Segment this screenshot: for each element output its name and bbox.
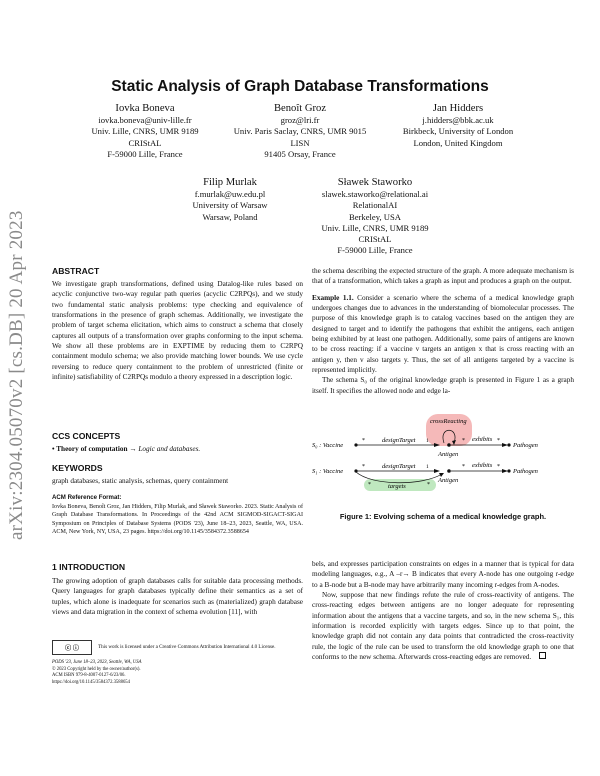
antigen-node — [447, 469, 451, 473]
figure-schema — [312, 412, 574, 522]
edge-multiplicity: * — [462, 464, 465, 470]
author-name: Benoît Groz — [273, 103, 327, 114]
qed-square-icon — [539, 652, 546, 659]
edge-multiplicity: * — [497, 438, 500, 444]
author-block — [70, 102, 220, 160]
author-line: Warsaw, Poland — [202, 211, 258, 222]
arrow-head — [502, 469, 508, 473]
targets-label: targets — [388, 483, 406, 490]
cc-license-badge — [52, 640, 92, 655]
author-name: Sławek Staworko — [337, 177, 413, 188]
author-line: University of Warsaw — [192, 200, 268, 211]
ccs-arrow: → — [129, 445, 137, 453]
author-line: CRIStAL — [358, 234, 392, 245]
author-name: Iovka Boneva — [115, 103, 175, 114]
author-line: groz@lri.fr — [280, 115, 320, 125]
author-line: Berkeley, USA — [349, 211, 401, 222]
author-block — [383, 102, 533, 149]
author-line: London, United Kingdom — [413, 137, 503, 148]
edge-multiplicity: * — [462, 438, 465, 444]
edge-label: designTarget — [382, 463, 416, 470]
pathogen-node — [507, 469, 510, 472]
edge-dot — [354, 443, 357, 446]
edge-multiplicity: * — [362, 438, 365, 444]
edge-multiplicity: * — [497, 464, 500, 470]
intro-text: The growing adoption of graph databases calls for suitable data processing methods. Query languages for graph databases typically define their semantics as a set of tuples, which alone is inadequate for scenarios such as (materialized) graph database views and data migration in the context of schema evolution [11], with — [52, 577, 303, 617]
antigen-node — [447, 443, 451, 447]
author-line: Birkbeck, University of London — [402, 126, 514, 137]
author-block — [220, 102, 380, 160]
schema-diagram — [312, 412, 574, 504]
pathogen-label: Pathogen — [513, 442, 538, 449]
author-line: slawek.staworko@relational.ai — [321, 189, 429, 199]
ccs-section — [52, 431, 303, 454]
license-line: https://doi.org/10.1145/3584372.3588654 — [52, 679, 130, 685]
keywords-section — [52, 463, 303, 486]
author-line: F-59000 Lille, France — [337, 245, 413, 256]
antigen-label: Antigen — [438, 451, 459, 458]
pathogen-node — [507, 443, 510, 446]
right-column-bottom — [312, 559, 574, 662]
author-line: CRIStAL — [128, 137, 162, 148]
ccs-subconcept: Logic and databases. — [138, 445, 201, 453]
cross-reacting-label: crossReacting — [430, 418, 467, 425]
author-line: F-59000 Lille, France — [107, 148, 183, 159]
author-line: RelationalAI — [352, 200, 398, 211]
acm-reference-heading: ACM Reference Format: — [52, 494, 122, 501]
author-line: LISN — [290, 137, 310, 148]
license-line: ACM ISBN 979-8-4007-0127-6/23/06. — [52, 673, 126, 679]
edge-multiplicity: 1 — [426, 464, 429, 470]
arrow-head — [434, 469, 440, 473]
author-block — [160, 176, 300, 223]
author-line: Univ. Lille, CNRS, UMR 9189 — [91, 126, 199, 137]
author-name: Filip Murlak — [203, 177, 257, 188]
arxiv-identifier: arXiv:2304.05070v2 [cs.DB] 20 Apr 2023 — [6, 210, 27, 540]
author-line: iovka.boneva@univ-lille.fr — [98, 115, 192, 125]
edge-multiplicity: * — [362, 464, 365, 470]
pathogen-label: Pathogen — [513, 468, 538, 475]
abstract-heading: ABSTRACT — [52, 266, 100, 276]
author-line: f.murlak@uw.edu.pl — [194, 189, 266, 199]
author-line: Univ. Paris Saclay, CNRS, UMR 9015 — [233, 126, 367, 137]
ccs-concept: • Theory of computation — [52, 445, 128, 453]
intro-heading: 1 INTRODUCTION — [52, 562, 126, 572]
example-text: Consider a scenario where the schema of a medical knowledge graph undergoes changes due to advances in the understanding of biomolecular processes. The purpose of this knowledge graph is to catalog vaccines based on the antigen they are designed to target and to identify the pathogens that exhibit the antigens, each antigen being exhibited by at least one pathogen. Additionally, some pairs of antigens are known to be cross reacting: if a vaccine v targets an antigen x that is cross reacting with an antigen y, then v also targets y. Thus, the set of all antigens targeted by a vaccine is represented implicitly. — [312, 293, 575, 375]
paragraph: the schema describing the expected structure of the graph. A more adequate mechanism is that of a transformation, which takes a graph as input and produces a graph on the output. — [312, 267, 574, 286]
author-name: Jan Hidders — [432, 103, 484, 114]
acm-reference-text: Iovka Boneva, Benoît Groz, Jan Hidders, Filip Murlak, and Sławek Staworko. 2023. Static Analysis of Graph Database Transformations. In Proceedings of the 42nd ACM SIGMOD-SIGACT-SIGAI Symposium on Principles of Database Systems (PODS '23), June 18–23, 2023, Seattle, WA, USA. ACM, New York, NY, USA, 23 pages. https://doi.org/10.1145/3584372.3588654 — [52, 503, 303, 536]
author-line: 91405 Orsay, France — [264, 148, 336, 159]
intro-section — [52, 562, 303, 617]
cc-license-icon: ⓒ ⓘ — [65, 646, 79, 652]
author-block — [300, 176, 450, 257]
license-line: PODS '23, June 18–23, 2023, Seattle, WA, USA — [52, 660, 142, 665]
abstract-section — [52, 266, 303, 382]
antigen-label: Antigen — [438, 477, 459, 484]
schema-s0-label: S₀ : Vaccine — [312, 442, 344, 449]
ccs-heading: CCS CONCEPTS — [52, 431, 121, 441]
paragraph: The schema S₀ of the original knowledge graph is presented in Figure 1 as a graph itself. It specifies the allowed node and edge la- — [312, 376, 574, 395]
figure-caption: Figure 1: Evolving schema of a medical knowledge graph. — [339, 512, 547, 521]
paragraph: Now, suppose that new findings refute the rule of cross-reactivity of antigens. The cross-reacting edges between antigens are no longer adequate for representing information about the antigens that a vaccine targets, and so, in the new schema S₁, this information is recorded explicitly with targets edges. Since up to that point, the knowledge graph did not contain any data points that contradicted the cross-reactivity rule, the logic of the rule can be used to transform the old knowledge graph to one that conforms to the new schema. Afterwards cross-reacting edges are removed. — [312, 591, 574, 662]
author-line: j.hidders@bbk.ac.uk — [422, 115, 494, 125]
edge-multiplicity: 1 — [426, 438, 429, 444]
edge-label: exhibits — [472, 436, 493, 443]
schema-s1-label: S₁ : Vaccine — [312, 468, 344, 475]
license-line: © 2023 Copyright held by the owner/author(s). — [52, 666, 141, 672]
keywords-text: graph databases, static analysis, schemas, query containment — [52, 477, 229, 485]
paper-title: Static Analysis of Graph Database Transformations — [111, 78, 489, 95]
author-line: Univ. Lille, CNRS, UMR 9189 — [321, 222, 429, 233]
paragraph: bels, and expresses participation constraints on edges in a manner that is typical for data modeling languages, e.g., A –r→ B indicates that every A-node has one outgoing r-edge to a B-node but a B-node may have arbitrarily many incoming r-edges from A-nodes. — [312, 560, 574, 589]
edge-multiplicity: * — [427, 482, 430, 488]
edge-multiplicity: * — [368, 482, 371, 488]
arrow-head — [502, 443, 508, 447]
license-text: This work is licensed under a Creative Commons Attribution International 4.0 License. — [98, 644, 276, 651]
edge-label: designTarget — [382, 437, 416, 444]
abstract-text: We investigate graph transformations, defined using Datalog-like rules based on acyclic conjunctive two-way regular path queries (acyclic C2RPQs), and we study two fundamental static analysis problems: type checking and equivalence of transformations in the presence of graph schemas. Additionally, we investigate the problem of target schema elicitation, which aims to construct a schema that closely captures all outputs of a transformation over graphs conforming to the input schema. We show all these problems are in EXPTIME by reducing them to C2RPQ containment modulo schema; we also provide matching lower bounds. We use cycle reversing to reduce query containment to the problem of unrestricted (finite or infinite) satisfiability of C2RPQs modulo a theory expressed in a description logic. — [52, 280, 303, 382]
acm-reference — [52, 494, 303, 537]
example-label: Example 1.1. — [312, 293, 354, 302]
right-column-top — [312, 266, 574, 396]
keywords-heading: KEYWORDS — [52, 463, 103, 473]
edge-label: exhibits — [472, 462, 493, 469]
